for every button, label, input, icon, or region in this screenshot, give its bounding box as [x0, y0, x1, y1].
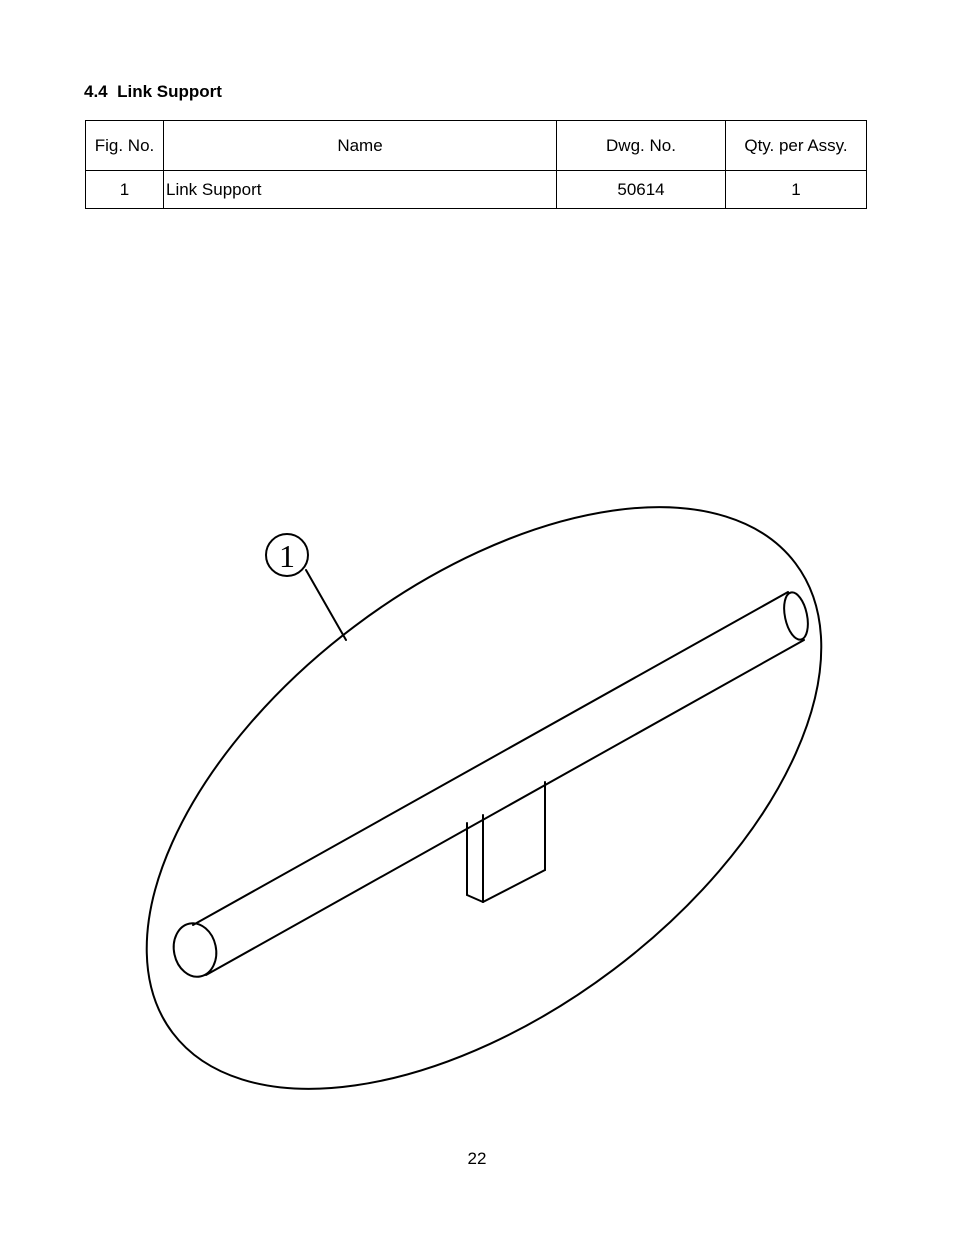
- rod-top-edge: [193, 592, 788, 925]
- table-header-row: [86, 121, 867, 171]
- section-heading: [84, 82, 222, 102]
- support-stem: [467, 782, 545, 902]
- link-support-drawing: [0, 500, 954, 1100]
- section-title: Link Support: [117, 82, 222, 101]
- table-row: [86, 171, 867, 209]
- cell-name: Link Support: [164, 171, 557, 209]
- enclosure-outline: [43, 500, 925, 1100]
- page-number: 22: [467, 1149, 487, 1168]
- header-name: Name: [164, 121, 557, 171]
- header-fig-no: Fig. No.: [86, 121, 164, 171]
- rod-right-end: [780, 590, 811, 642]
- cell-qty: 1: [726, 171, 867, 209]
- cell-fig-no: 1: [86, 171, 164, 209]
- section-number: 4.4: [84, 82, 108, 101]
- header-qty: Qty. per Assy.: [726, 121, 867, 171]
- header-dwg-no: Dwg. No.: [557, 121, 726, 171]
- cell-dwg-no: 50614: [557, 171, 726, 209]
- rod-bottom-edge: [206, 640, 804, 975]
- parts-table: [85, 120, 867, 209]
- callout-label: 1: [279, 538, 295, 574]
- callout-leader: [306, 570, 346, 640]
